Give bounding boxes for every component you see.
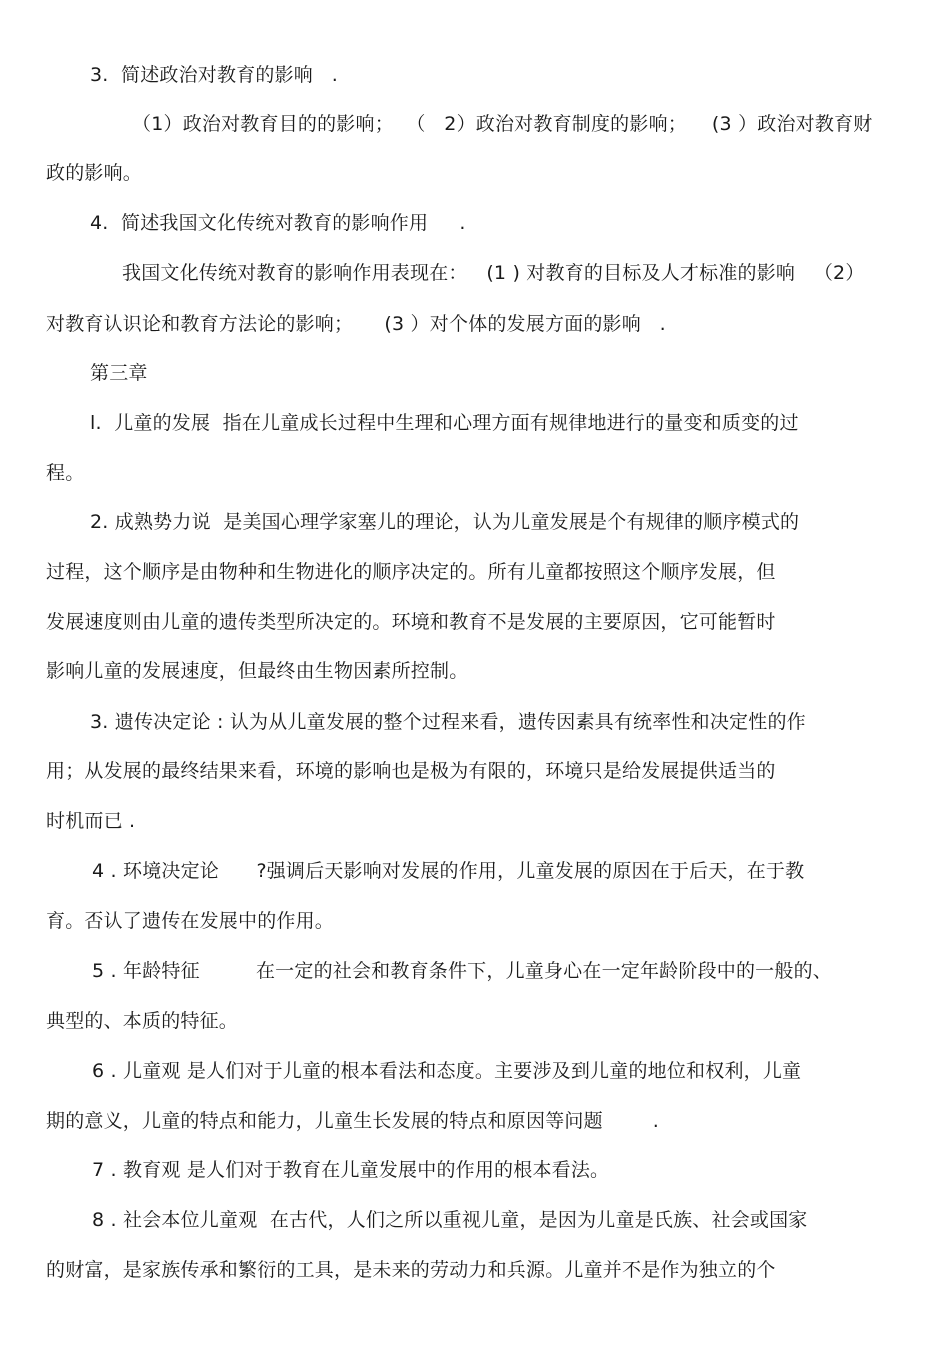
text-line-18: 育。否认了遗传在发展中的作用。 [46, 910, 335, 932]
text-line-20: 典型的、本质的特征。 [46, 1010, 239, 1032]
text-line-11: 过程，这个顺序是由物种和生物进化的顺序决定的。所有儿童都按照这个顺序发展，但 [46, 561, 776, 583]
text-line-9: 程。 [46, 462, 85, 484]
text-line-10: 2. 成熟势力说 是美国心理学家塞儿的理论，认为儿童发展是个有规律的顺序模式的 [90, 511, 800, 533]
text-line-15: 用；从发展的最终结果来看，环境的影响也是极为有限的，环境只是给发展提供适当的 [46, 760, 776, 782]
chapter-heading: 第三章 [90, 362, 148, 384]
text-line-12: 发展速度则由儿童的遗传类型所决定的。环境和教育不是发展的主要原因，它可能暂时 [46, 611, 776, 633]
text-line-17: 4 . 环境决定论 ?强调后天影响对发展的作用，儿童发展的原因在于后天，在于教 [92, 860, 805, 882]
text-line-25: 的财富，是家族传承和繁衍的工具，是未来的劳动力和兵源。儿童并不是作为独立的个 [46, 1259, 776, 1281]
text-line-24: 8 . 社会本位儿童观 在古代，人们之所以重视儿童，是因为儿童是氏族、社会或国家 [92, 1209, 808, 1231]
text-line-4: 4. 简述我国文化传统对教育的影响作用 . [90, 212, 466, 234]
text-line-23: 7 . 教育观 是人们对于教育在儿童发展中的作用的根本看法。 [92, 1159, 610, 1181]
text-line-6: 对教育认识论和教育方法论的影响； (3 ）对个体的发展方面的影响 . [46, 313, 666, 335]
text-line-22: 期的意义，儿童的特点和能力，儿童生长发展的特点和原因等问题 . [46, 1110, 659, 1132]
text-line-5: 我国文化传统对教育的影响作用表现在： (1 ) 对教育的目标及人才标准的影响 （2） [122, 262, 865, 284]
text-line-1: 3. 简述政治对教育的影响 . [90, 64, 338, 86]
text-line-16: 时机而已 . [46, 810, 136, 832]
text-line-13: 影响儿童的发展速度，但最终由生物因素所控制。 [46, 660, 469, 682]
text-line-2: （1）政治对教育目的的影响； （ 2）政治对教育制度的影响； (3 ）政治对教育财 [132, 113, 873, 135]
text-line-14: 3. 遗传决定论 : 认为从儿童发展的整个过程来看，遗传因素具有统率性和决定性的作 [90, 711, 806, 733]
text-line-8: l. 儿童的发展 指在儿童成长过程中生理和心理方面有规律地进行的量变和质变的过 [90, 412, 799, 434]
text-line-3: 政的影响。 [46, 162, 143, 184]
text-line-19: 5 . 年龄特征 在一定的社会和教育条件下，儿童身心在一定年龄阶段中的一般的、 [92, 960, 832, 982]
text-line-21: 6 . 儿童观 是人们对于儿童的根本看法和态度。主要涉及到儿童的地位和权利，儿童 [92, 1060, 802, 1082]
